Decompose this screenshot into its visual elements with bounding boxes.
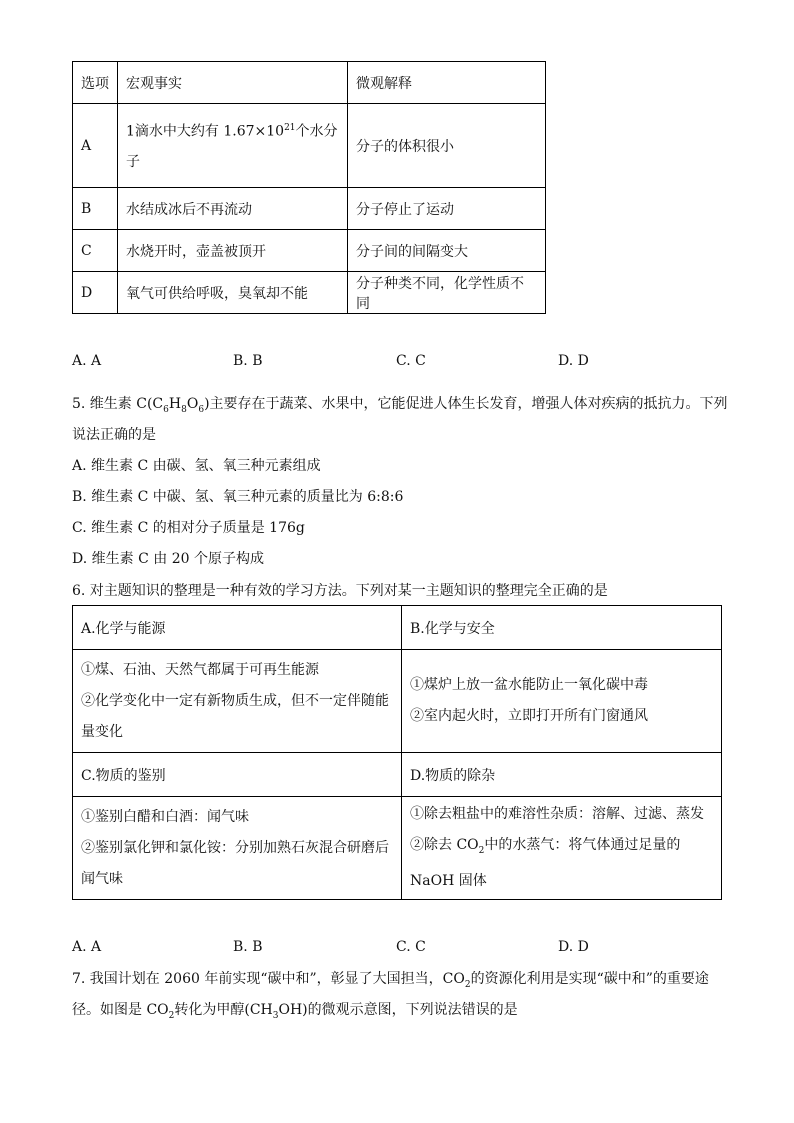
- q5-option-c[interactable]: C. 维生素 C 的相对分子质量是 176g: [72, 520, 305, 536]
- fact-text: 子: [126, 154, 140, 171]
- q7-stem-line2: [72, 1000, 518, 1026]
- cell-line: ②室内起火时，立即打开所有门窗通风: [410, 708, 648, 724]
- q5-option-b[interactable]: B. 维生素 C 中碳、氢、氧三种元素的质量比为 6:8:6: [72, 489, 404, 505]
- cell-sub: 2: [478, 845, 485, 856]
- cell-b-title: B.化学与安全: [402, 606, 722, 650]
- cell-c-title: C.物质的鉴别: [73, 753, 402, 797]
- q7-text: 径。如图是 CO: [72, 1002, 169, 1018]
- table-row: [73, 104, 546, 188]
- table-header-row: [73, 62, 546, 104]
- cell-line: ①鉴别白醋和白酒：闻气味: [81, 808, 249, 825]
- table-row: [73, 753, 722, 797]
- cell-text: ②除去 CO: [410, 836, 479, 853]
- cell-line: ①煤炉上放一盆水能防止一氧化碳中毒: [410, 677, 648, 693]
- cell-line: 量变化: [81, 723, 123, 740]
- q5-stem-line1: [72, 394, 728, 420]
- q5-stem-line2: 说法正确的是: [72, 427, 156, 443]
- row-option: A: [73, 104, 118, 188]
- q5-text: 5. 维生素 C(C: [72, 396, 164, 412]
- row-fact: 水烧开时，壶盖被顶开: [118, 230, 348, 272]
- q5-text: H: [168, 396, 182, 412]
- cell-line: 闻气味: [81, 870, 123, 887]
- q6-option-a[interactable]: A. A: [72, 939, 102, 955]
- row-fact: 氧气可供给呼吸，臭氧却不能: [118, 272, 348, 314]
- table-row: [73, 272, 546, 314]
- q7-text: 7. 我国计划在 2060 年前实现“碳中和”，彰显了大国担当，CO: [72, 971, 465, 987]
- q5-text: )主要存在于蔬菜、水果中，它能促进人体生长发育，增强人体对疾病的抵抗力。下列: [204, 396, 728, 412]
- header-explain: 微观解释: [348, 62, 546, 104]
- header-fact: 宏观事实: [118, 62, 348, 104]
- table-row: [73, 606, 722, 650]
- fact-sup: 21: [284, 122, 296, 133]
- facts-table: [72, 61, 546, 314]
- row-option: D: [73, 272, 118, 314]
- row-explain: 分子间的间隔变大: [348, 230, 546, 272]
- cell-a-title: A.化学与能源: [73, 606, 402, 650]
- cell-text: 中的水蒸气：将气体通过足量的: [484, 836, 681, 853]
- cell-line: ①除去粗盐中的难溶性杂质：溶解、过滤、蒸发: [410, 805, 704, 822]
- q7-text: 的资源化利用是实现“碳中和”的重要途: [470, 971, 709, 987]
- q7-sub: 2: [464, 979, 471, 990]
- q7-text: OH)的微观示意图，下列说法错误的是: [278, 1002, 518, 1018]
- header-option: 选项: [73, 62, 118, 104]
- cell-line: ②化学变化中一定有新物质生成，但不一定伴随能: [81, 692, 389, 709]
- q6-option-c[interactable]: C. C: [396, 939, 426, 955]
- q4-option-d[interactable]: D. D: [558, 353, 589, 369]
- q5-sub: 6: [163, 404, 169, 415]
- q4-option-b[interactable]: B. B: [233, 353, 263, 369]
- cell-d-title: D.物质的除杂: [402, 753, 722, 797]
- fact-text: 个水分: [295, 123, 338, 140]
- q6-stem: 6. 对主题知识的整理是一种有效的学习方法。下列对某一主题知识的整理完全正确的是: [72, 583, 608, 599]
- row-fact: [118, 104, 348, 188]
- row-option: C: [73, 230, 118, 272]
- q7-sub: 3: [272, 1010, 279, 1021]
- table-row: [73, 188, 546, 230]
- cell-line: ②鉴别氯化钾和氯化铵：分别加熟石灰混合研磨后: [81, 839, 389, 856]
- row-explain: 分子种类不同，化学性质不同: [348, 272, 546, 314]
- q5-option-d[interactable]: D. 维生素 C 由 20 个原子构成: [72, 551, 264, 567]
- row-explain: 分子的体积很小: [348, 104, 546, 188]
- knowledge-table: [72, 605, 722, 900]
- q6-option-d[interactable]: D. D: [558, 939, 589, 955]
- q7-stem-line1: [72, 969, 709, 995]
- q5-option-a[interactable]: A. 维生素 C 由碳、氢、氧三种元素组成: [72, 458, 321, 474]
- table-row: [73, 797, 722, 900]
- cell-b-content: [402, 650, 722, 753]
- cell-line: NaOH 固体: [410, 873, 487, 890]
- cell-a-content: [73, 650, 402, 753]
- q5-text: O: [186, 396, 199, 412]
- cell-d-content: [402, 797, 722, 900]
- q5-sub: 6: [198, 404, 205, 415]
- table-row: [73, 650, 722, 753]
- cell-c-content: [73, 797, 402, 900]
- cell-line: ①煤、石油、天然气都属于可再生能源: [81, 661, 319, 678]
- fact-text: 1滴水中大约有 1.67×10: [126, 123, 285, 140]
- q4-option-a[interactable]: A. A: [72, 353, 102, 369]
- row-fact: 水结成冰后不再流动: [118, 188, 348, 230]
- table-row: [73, 230, 546, 272]
- q5-sub: 8: [181, 404, 187, 415]
- q4-option-c[interactable]: C. C: [396, 353, 426, 369]
- q7-text: 转化为甲醇(CH: [174, 1002, 273, 1018]
- row-explain: 分子停止了运动: [348, 188, 546, 230]
- cell-line: [410, 830, 713, 867]
- row-option: B: [73, 188, 118, 230]
- q6-option-b[interactable]: B. B: [233, 939, 263, 955]
- q7-sub: 2: [168, 1010, 175, 1021]
